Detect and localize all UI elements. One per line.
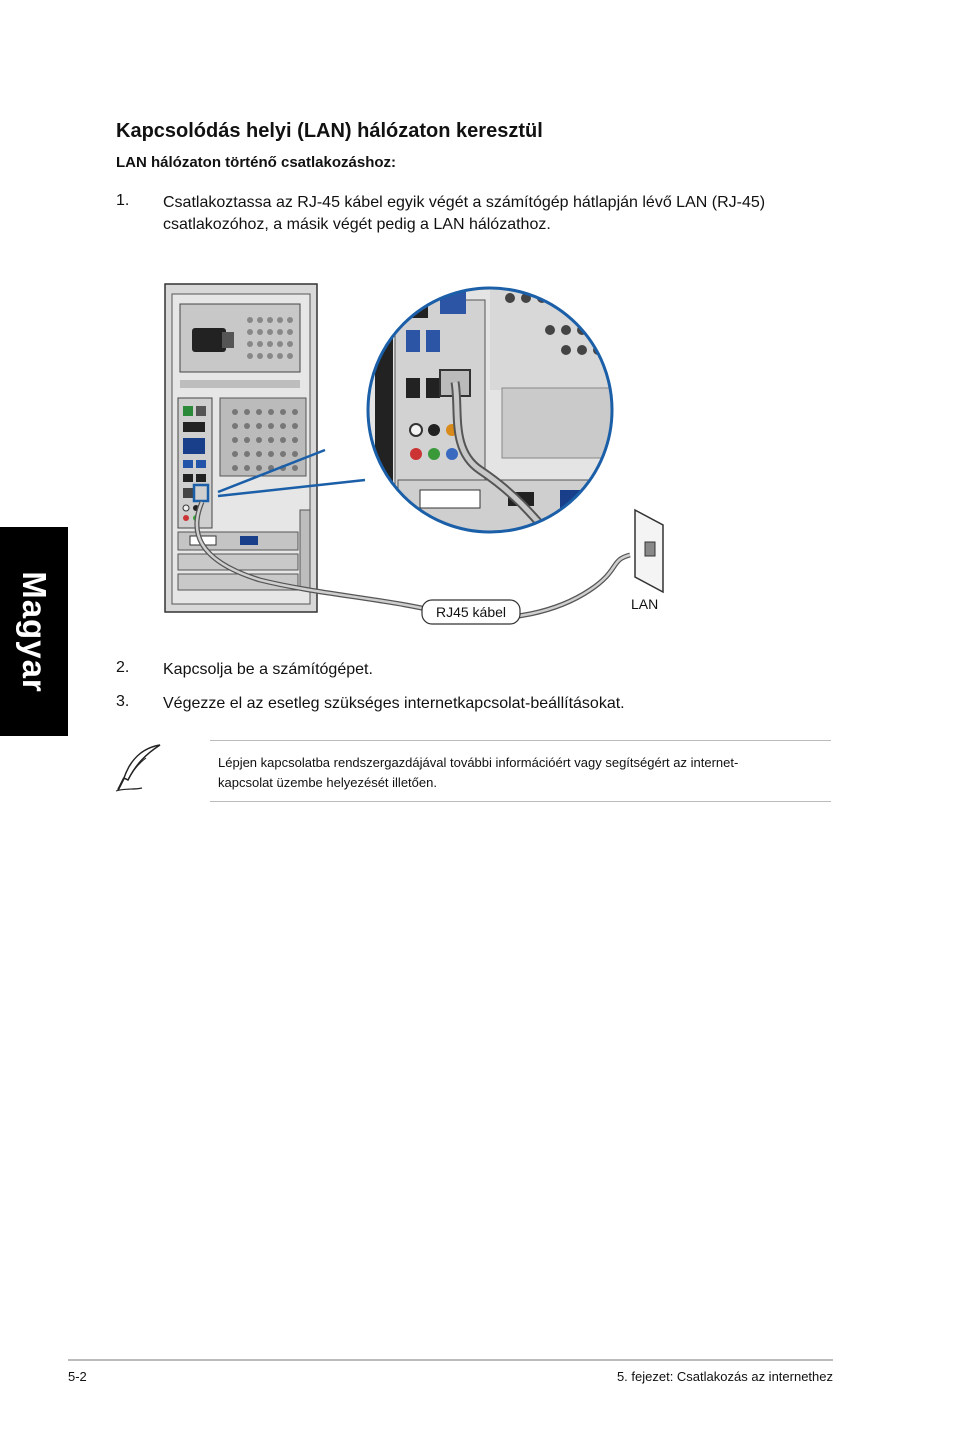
language-tab xyxy=(0,527,68,736)
note-line-2: kapcsolat üzembe helyezését illetően. xyxy=(218,775,437,790)
step-1-text xyxy=(163,192,765,236)
note-text xyxy=(218,753,828,793)
section-subtitle: LAN hálózaton történő csatlakozáshoz: xyxy=(116,154,397,171)
step-1-line-1: Csatlakoztassa az RJ-45 kábel egyik végét a számítógép hátlapján lévő LAN (RJ-45) xyxy=(163,194,766,211)
section-title: Kapcsolódás helyi (LAN) hálózaton keresztül xyxy=(116,120,543,142)
note-box xyxy=(210,740,831,802)
language-tab-label: Magyar xyxy=(16,570,53,693)
step-1-number: 1. xyxy=(116,192,130,209)
step-3-text: Végezze el az esetleg szükséges internetkapcsolat-beállításokat. xyxy=(163,695,625,712)
zoom-detail xyxy=(368,280,618,560)
chapter-title: 5. fejezet: Csatlakozás az internethez xyxy=(616,1369,833,1384)
step-2-text: Kapcsolja be a számítógépet. xyxy=(163,661,373,678)
footer-divider xyxy=(68,1359,833,1361)
cable-label: RJ45 kábel xyxy=(435,604,507,620)
step-1-line-2: csatlakozóhoz, a másik végét pedig a LAN hálózathoz. xyxy=(163,216,551,233)
lan-connection-illustration xyxy=(150,270,690,630)
wall-lan-jack xyxy=(635,510,663,592)
step-3-number: 3. xyxy=(116,693,130,710)
pc-tower xyxy=(165,284,317,612)
step-2-number: 2. xyxy=(116,659,130,676)
note-line-1: Lépjen kapcsolatba rendszergazdájával további információért vagy segítségért az internet- xyxy=(218,755,739,770)
page-number: 5-2 xyxy=(68,1369,87,1384)
lan-label: LAN xyxy=(631,596,659,612)
feather-pen-icon xyxy=(112,742,166,794)
